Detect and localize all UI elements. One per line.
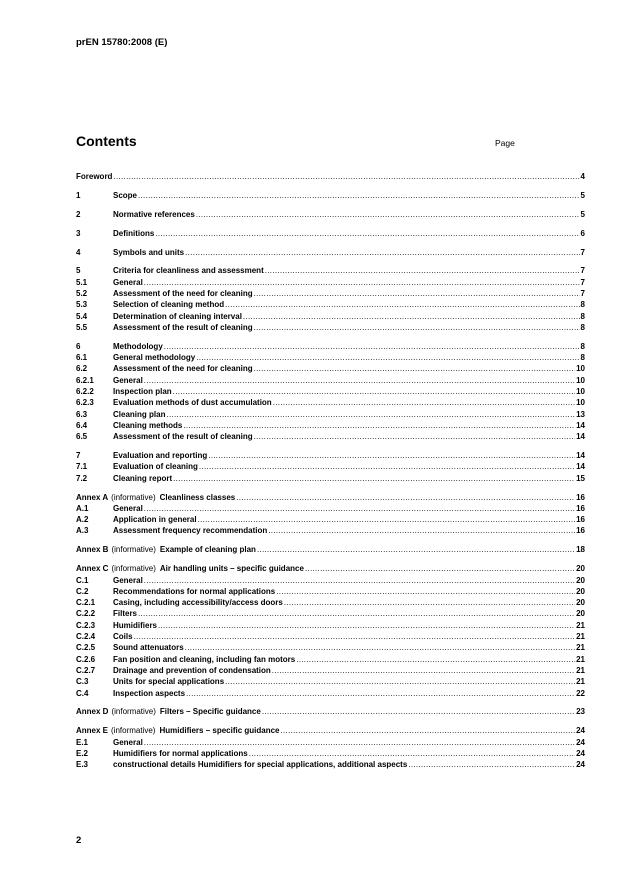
toc-page-number: 18 bbox=[576, 545, 585, 555]
toc-title: Evaluation of cleaning bbox=[113, 462, 198, 472]
toc-entry[interactable] bbox=[76, 665, 585, 676]
toc-entry[interactable] bbox=[76, 190, 585, 201]
toc-title: Criteria for cleanliness and assessment bbox=[113, 266, 264, 276]
toc-section-number: C.3 bbox=[76, 677, 89, 687]
toc-entry[interactable] bbox=[76, 363, 585, 374]
toc-dot-leader bbox=[305, 563, 575, 574]
toc-page-number: 16 bbox=[576, 526, 585, 536]
toc-group bbox=[76, 725, 585, 770]
toc-dot-leader bbox=[185, 247, 579, 258]
toc-title: Determination of cleaning interval bbox=[113, 311, 242, 321]
toc-dot-leader bbox=[158, 620, 575, 631]
toc-dot-leader bbox=[284, 597, 575, 608]
toc-page-number: 8 bbox=[580, 311, 585, 321]
toc-section-number: 2 bbox=[76, 209, 81, 219]
toc-dot-leader bbox=[296, 654, 575, 665]
toc-group bbox=[76, 247, 585, 258]
toc-dot-leader bbox=[183, 420, 575, 431]
toc-dot-leader bbox=[276, 586, 575, 597]
toc-entry[interactable] bbox=[76, 277, 585, 288]
toc-entry[interactable] bbox=[76, 322, 585, 333]
toc-annex-label: Annex E bbox=[76, 726, 109, 736]
toc-dot-leader bbox=[144, 375, 575, 386]
toc-page-number: 22 bbox=[576, 688, 585, 698]
toc-section-number: 5.4 bbox=[76, 311, 88, 321]
toc-entry[interactable] bbox=[76, 461, 585, 472]
toc-entry[interactable] bbox=[76, 608, 585, 619]
contents-heading: Contents bbox=[76, 133, 137, 149]
toc-dot-leader bbox=[225, 299, 579, 310]
toc-page-number: 5 bbox=[580, 209, 585, 219]
toc-page-number: 10 bbox=[576, 398, 585, 408]
toc-page-number: 21 bbox=[576, 677, 585, 687]
toc-title: General bbox=[113, 575, 143, 585]
toc-title: Assessment of the need for cleaning bbox=[113, 289, 253, 299]
toc-dot-leader bbox=[164, 341, 580, 352]
toc-page-number: 10 bbox=[576, 364, 585, 374]
toc-page-number: 21 bbox=[576, 643, 585, 653]
toc-group bbox=[76, 544, 585, 555]
toc-dot-leader bbox=[196, 352, 579, 363]
toc-section-number: 1 bbox=[76, 190, 81, 200]
toc-title: Casing, including accessibility/access doors bbox=[113, 598, 283, 608]
toc-section-number: 6.2 bbox=[76, 364, 88, 374]
toc-page-number: 13 bbox=[576, 409, 585, 419]
toc-page-number: 15 bbox=[576, 473, 585, 483]
toc-entry[interactable] bbox=[76, 492, 585, 503]
toc-page-number: 24 bbox=[576, 737, 585, 747]
toc-page-number: 20 bbox=[576, 598, 585, 608]
toc-page-number: 10 bbox=[576, 375, 585, 385]
toc-section-number: C.2.2 bbox=[76, 609, 96, 619]
toc-page-number: 14 bbox=[576, 462, 585, 472]
toc-section-number: 6 bbox=[76, 341, 81, 351]
toc-page-number: 7 bbox=[580, 277, 585, 287]
toc-entry[interactable] bbox=[76, 575, 585, 586]
toc-entry[interactable] bbox=[76, 473, 585, 484]
toc-title: Definitions bbox=[113, 228, 155, 238]
toc-title: Sound attenuators bbox=[113, 643, 184, 653]
toc-page-number: 14 bbox=[576, 420, 585, 430]
toc-entry[interactable] bbox=[76, 311, 585, 322]
toc-entry[interactable] bbox=[76, 375, 585, 386]
toc-entry[interactable] bbox=[76, 597, 585, 608]
toc-section-number: 5.1 bbox=[76, 277, 88, 287]
toc-dot-leader bbox=[138, 190, 580, 201]
toc-dot-leader bbox=[144, 503, 575, 514]
toc-dot-leader bbox=[144, 737, 575, 748]
toc-title: Cleaning methods bbox=[113, 420, 183, 430]
toc-entry[interactable] bbox=[76, 503, 585, 514]
toc-title: Assessment of the result of cleaning bbox=[113, 432, 253, 442]
toc-title: Recommendations for normal applications bbox=[113, 586, 276, 596]
toc-dot-leader bbox=[198, 514, 576, 525]
toc-title: Inspection plan bbox=[113, 387, 172, 397]
toc-annex-label: Annex D bbox=[76, 707, 109, 717]
toc-page-number: 21 bbox=[576, 654, 585, 664]
toc-page-number: 8 bbox=[580, 300, 585, 310]
toc-page-number: 7 bbox=[580, 247, 585, 257]
toc-informative-label: (informative) bbox=[111, 726, 156, 736]
toc-page-number: 23 bbox=[576, 707, 585, 717]
toc-group bbox=[76, 228, 585, 239]
toc-page-number: 20 bbox=[576, 575, 585, 585]
toc-informative-label: (informative) bbox=[111, 545, 156, 555]
toc-dot-leader bbox=[272, 665, 575, 676]
toc-section-number: 6.4 bbox=[76, 420, 88, 430]
toc-entry[interactable] bbox=[76, 299, 585, 310]
toc-section-number: 5.3 bbox=[76, 300, 88, 310]
toc-section-number: C.2.1 bbox=[76, 598, 96, 608]
toc-dot-leader bbox=[243, 311, 580, 322]
toc-dot-leader bbox=[254, 431, 576, 442]
toc-entry[interactable] bbox=[76, 341, 585, 352]
toc-title: Humidifiers for normal applications bbox=[113, 748, 248, 758]
toc-entry[interactable] bbox=[76, 247, 585, 258]
toc-entry[interactable] bbox=[76, 450, 585, 461]
toc-page-number: 21 bbox=[576, 620, 585, 630]
toc-section-number: C.1 bbox=[76, 575, 89, 585]
toc-dot-leader bbox=[281, 725, 576, 736]
toc-dot-leader bbox=[273, 397, 575, 408]
toc-dot-leader bbox=[236, 492, 575, 503]
toc-entry[interactable] bbox=[76, 420, 585, 431]
toc-section-number: 5.2 bbox=[76, 289, 88, 299]
toc-informative-label: (informative) bbox=[111, 492, 156, 502]
toc-title: Cleaning report bbox=[113, 473, 173, 483]
toc-title: Evaluation methods of dust accumulation bbox=[113, 398, 272, 408]
toc-entry[interactable] bbox=[76, 706, 585, 717]
toc-title: Example of cleaning plan bbox=[159, 545, 256, 555]
toc-section-number: C.2.4 bbox=[76, 632, 96, 642]
toc-entry[interactable] bbox=[76, 409, 585, 420]
toc-title: General methodology bbox=[113, 353, 196, 363]
toc-dot-leader bbox=[262, 706, 575, 717]
toc-page-number: 14 bbox=[576, 451, 585, 461]
toc-entry[interactable] bbox=[76, 725, 585, 736]
toc-section-number: 6.2.3 bbox=[76, 398, 94, 408]
toc-title: General bbox=[113, 737, 143, 747]
toc-dot-leader bbox=[155, 228, 579, 239]
toc-entry[interactable] bbox=[76, 759, 585, 770]
toc-dot-leader bbox=[265, 265, 580, 276]
toc-section-number: 5 bbox=[76, 266, 81, 276]
toc-entry[interactable] bbox=[76, 688, 585, 699]
toc-entry[interactable] bbox=[76, 386, 585, 397]
toc-entry[interactable] bbox=[76, 544, 585, 555]
toc-section-number: E.3 bbox=[76, 760, 89, 770]
toc-dot-leader bbox=[408, 759, 575, 770]
toc-section-number: 4 bbox=[76, 247, 81, 257]
toc-entry[interactable] bbox=[76, 748, 585, 759]
toc-entry[interactable] bbox=[76, 642, 585, 653]
toc-entry[interactable] bbox=[76, 586, 585, 597]
toc-page-number: 5 bbox=[580, 190, 585, 200]
toc-page-number: 24 bbox=[576, 726, 585, 736]
toc-entry[interactable] bbox=[76, 352, 585, 363]
toc-section-number: C.2.6 bbox=[76, 654, 96, 664]
toc-title: General bbox=[113, 503, 143, 513]
toc-section-number: 7 bbox=[76, 451, 81, 461]
toc-page-number: 20 bbox=[576, 609, 585, 619]
toc-dot-leader bbox=[166, 409, 575, 420]
toc-entry[interactable] bbox=[76, 397, 585, 408]
toc-dot-leader bbox=[254, 288, 580, 299]
toc-page-number: 14 bbox=[576, 432, 585, 442]
toc-section-number: 6.2.1 bbox=[76, 375, 94, 385]
toc-page-number: 6 bbox=[580, 228, 585, 238]
toc-section-number: A.3 bbox=[76, 526, 89, 536]
toc-annex-label: Annex C bbox=[76, 564, 109, 574]
toc-entry[interactable] bbox=[76, 654, 585, 665]
toc-section-number: C.2.5 bbox=[76, 643, 96, 653]
toc-section-number: 7.2 bbox=[76, 473, 88, 483]
toc-dot-leader bbox=[254, 363, 576, 374]
toc-section-number: C.4 bbox=[76, 688, 89, 698]
toc-dot-leader bbox=[173, 473, 575, 484]
toc-entry[interactable] bbox=[76, 620, 585, 631]
toc-section-number: 5.5 bbox=[76, 322, 88, 332]
toc-title: constructional details Humidifiers for special applications, additional aspects bbox=[113, 760, 408, 770]
toc-title: Selection of cleaning method bbox=[113, 300, 225, 310]
toc-page-number: 21 bbox=[576, 632, 585, 642]
toc-dot-leader bbox=[134, 631, 576, 642]
toc-section-number: C.2.7 bbox=[76, 665, 96, 675]
toc-dot-leader bbox=[208, 450, 575, 461]
toc-group bbox=[76, 209, 585, 220]
toc-entry[interactable] bbox=[76, 737, 585, 748]
toc-title: Units for special applications bbox=[113, 677, 225, 687]
toc-page-number: 8 bbox=[580, 322, 585, 332]
toc-title: Filters – Specific guidance bbox=[159, 707, 261, 717]
toc-section-number: E.1 bbox=[76, 737, 89, 747]
toc-group bbox=[76, 171, 585, 182]
toc-title: Fan position and cleaning, including fan motors bbox=[113, 654, 296, 664]
toc-title: Application in general bbox=[113, 515, 197, 525]
toc-title: General bbox=[113, 277, 143, 287]
toc-title: Evaluation and reporting bbox=[113, 451, 208, 461]
document-header: prEN 15780:2008 (E) bbox=[76, 37, 168, 48]
toc-entry[interactable] bbox=[76, 431, 585, 442]
toc-title: Assessment of the need for cleaning bbox=[113, 364, 253, 374]
page-column-label: Page bbox=[495, 138, 515, 148]
toc-section-number: 7.1 bbox=[76, 462, 88, 472]
toc-dot-leader bbox=[254, 322, 580, 333]
toc-group bbox=[76, 341, 585, 443]
toc-entry[interactable] bbox=[76, 265, 585, 276]
toc-dot-leader bbox=[144, 277, 580, 288]
toc-page-number: 4 bbox=[580, 172, 585, 181]
toc-page-number: 10 bbox=[576, 387, 585, 397]
toc-entry[interactable] bbox=[76, 171, 585, 182]
toc-dot-leader bbox=[138, 608, 575, 619]
toc-title: Scope bbox=[113, 190, 138, 200]
toc-page-number: 7 bbox=[580, 289, 585, 299]
toc-section-number: A.2 bbox=[76, 515, 89, 525]
toc-annex-label: Annex A bbox=[76, 492, 109, 502]
toc-entry[interactable] bbox=[76, 288, 585, 299]
toc-page-number: 7 bbox=[580, 266, 585, 276]
toc-section-number: E.2 bbox=[76, 748, 89, 758]
toc-section-number: 6.5 bbox=[76, 432, 88, 442]
toc-title: Symbols and units bbox=[113, 247, 185, 257]
toc-page-number: 21 bbox=[576, 665, 585, 675]
toc-page-number: 16 bbox=[576, 515, 585, 525]
table-of-contents bbox=[76, 171, 585, 778]
toc-section-number: 6.3 bbox=[76, 409, 88, 419]
toc-group bbox=[76, 265, 585, 333]
toc-section-number: 6.2.2 bbox=[76, 387, 94, 397]
toc-informative-label: (informative) bbox=[111, 564, 156, 574]
toc-group bbox=[76, 706, 585, 717]
toc-informative-label: (informative) bbox=[111, 707, 156, 717]
toc-title: Assessment frequency recommendation bbox=[113, 526, 268, 536]
toc-title: Humidifiers – specific guidance bbox=[159, 726, 280, 736]
toc-group bbox=[76, 492, 585, 537]
toc-page-number: 20 bbox=[576, 586, 585, 596]
toc-group bbox=[76, 190, 585, 201]
toc-title: General bbox=[113, 375, 143, 385]
toc-entry[interactable] bbox=[76, 228, 585, 239]
toc-page-number: 16 bbox=[576, 492, 585, 502]
toc-dot-leader bbox=[113, 171, 579, 182]
toc-title: Cleaning plan bbox=[113, 409, 166, 419]
toc-title: Methodology bbox=[113, 341, 163, 351]
toc-entry[interactable] bbox=[76, 676, 585, 687]
toc-title: Drainage and prevention of condensation bbox=[113, 665, 271, 675]
toc-title: Coils bbox=[113, 632, 133, 642]
toc-dot-leader bbox=[173, 386, 575, 397]
toc-group bbox=[76, 450, 585, 484]
toc-section-number: C.2.3 bbox=[76, 620, 96, 630]
toc-entry[interactable] bbox=[76, 631, 585, 642]
toc-dot-leader bbox=[257, 544, 575, 555]
toc-dot-leader bbox=[185, 642, 575, 653]
page-number: 2 bbox=[76, 835, 82, 846]
toc-section-number: 6.1 bbox=[76, 353, 88, 363]
toc-dot-leader bbox=[186, 688, 575, 699]
toc-dot-leader bbox=[199, 461, 575, 472]
toc-dot-leader bbox=[225, 676, 575, 687]
toc-entry[interactable] bbox=[76, 525, 585, 536]
toc-title: Filters bbox=[113, 609, 138, 619]
toc-section-number: 3 bbox=[76, 228, 81, 238]
toc-title: Normative references bbox=[113, 209, 195, 219]
toc-dot-leader bbox=[196, 209, 580, 220]
toc-page-number: 8 bbox=[580, 341, 585, 351]
toc-page-number: 24 bbox=[576, 760, 585, 770]
toc-section-number: C.2 bbox=[76, 586, 89, 596]
toc-annex-label: Annex B bbox=[76, 545, 109, 555]
toc-page-number: 20 bbox=[576, 564, 585, 574]
toc-dot-leader bbox=[249, 748, 575, 759]
toc-entry[interactable] bbox=[76, 563, 585, 574]
toc-title: Air handling units – specific guidance bbox=[159, 564, 304, 574]
toc-title: Cleanliness classes bbox=[159, 492, 236, 502]
toc-page-number: 24 bbox=[576, 748, 585, 758]
toc-page-number: 8 bbox=[580, 353, 585, 363]
toc-title: Inspection aspects bbox=[113, 688, 186, 698]
toc-title: Foreword bbox=[76, 172, 113, 181]
toc-dot-leader bbox=[268, 525, 575, 536]
toc-title: Humidifiers bbox=[113, 620, 158, 630]
toc-page-number: 16 bbox=[576, 503, 585, 513]
toc-section-number: A.1 bbox=[76, 503, 89, 513]
toc-title: Assessment of the result of cleaning bbox=[113, 322, 253, 332]
toc-entry[interactable] bbox=[76, 514, 585, 525]
toc-group bbox=[76, 563, 585, 699]
toc-dot-leader bbox=[144, 575, 575, 586]
toc-entry[interactable] bbox=[76, 209, 585, 220]
